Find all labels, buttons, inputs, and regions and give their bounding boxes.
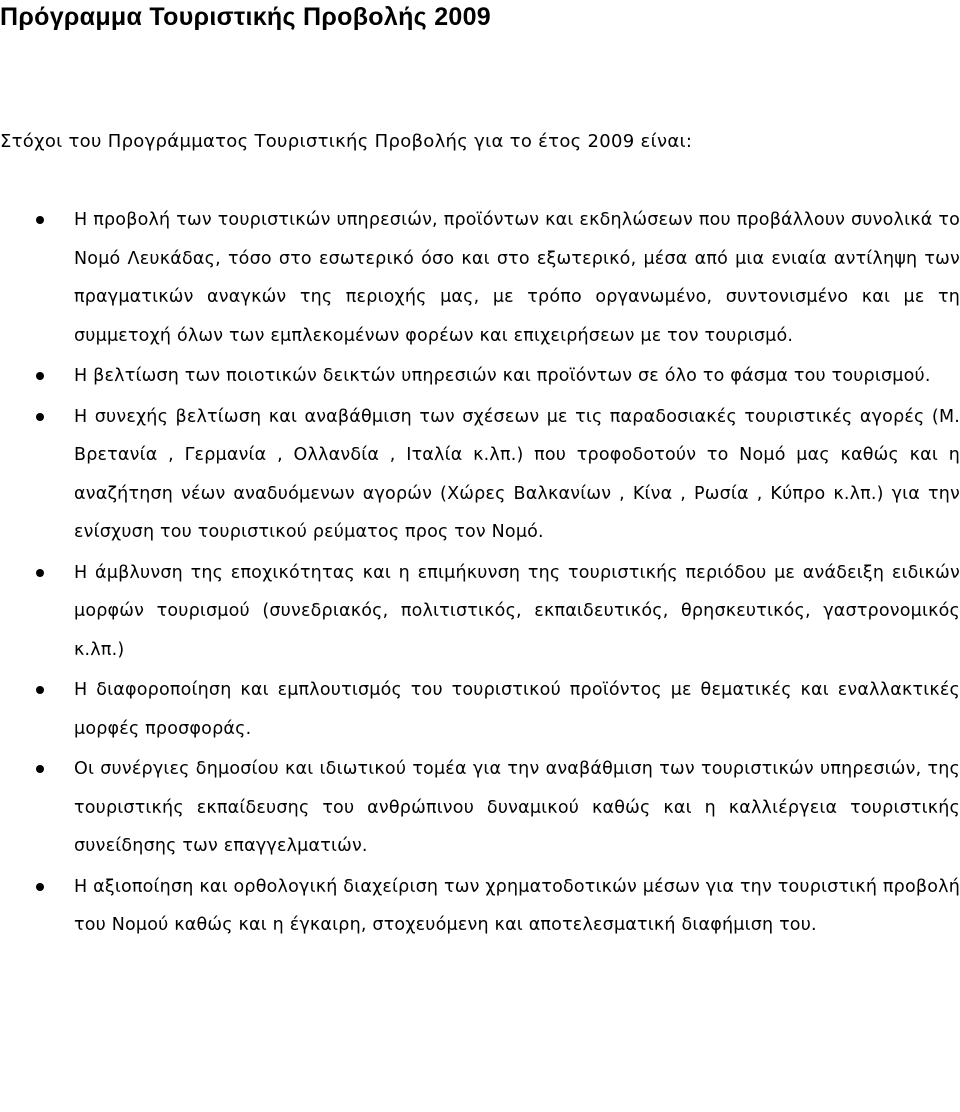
list-item-text: Η προβολή των τουριστικών υπηρεσιών, προϊόντων και εκδηλώσεων που προβάλλουν συνολικά το Νομό Λευκάδας, τόσο στο εσωτερικό όσο και στο εξωτερικό, μέσα από μια ενιαία αντίληψη των πραγματικών αναγκών της περιοχής μας, με τρόπο οργανωμένο, συντονισμένο και με τη συμμετοχή όλων των εμπλεκομένων φορέων και επιχειρήσεων με τον τουρισμό. bbox=[74, 210, 960, 346]
list-item bbox=[0, 868, 960, 945]
list-item-text: Η διαφοροποίηση και εμπλουτισμός του τουριστικού προϊόντος με θεματικές και εναλλακτικές μορφές προσφοράς. bbox=[74, 680, 960, 739]
document-title: Πρόγραμμα Τουριστικής Προβολής 2009 bbox=[0, 3, 492, 31]
bullet-icon bbox=[36, 413, 44, 421]
bullet-icon bbox=[36, 372, 44, 380]
objectives-list bbox=[0, 201, 960, 947]
list-item-text: Η άμβλυνση της εποχικότητας και η επιμήκυνση της τουριστικής περιόδου με ανάδειξη ειδικών μορφών τουρισμού (συνεδριακός, πολιτιστικός, εκπαιδευτικός, θρησκευτικός, γαστρονομικός κ.λπ.) bbox=[74, 562, 960, 660]
list-item-text: Η βελτίωση των ποιοτικών δεικτών υπηρεσιών και προϊόντων σε όλο το φάσμα του τουρισμού. bbox=[74, 366, 931, 386]
list-item-text: Η αξιοποίηση και ορθολογική διαχείριση των χρηματοδοτικών μέσων για την τουριστική προβολή του Νομού καθώς και η έγκαιρη, στοχευόμενη και αποτελεσματική διαφήμιση του. bbox=[74, 876, 960, 935]
intro-text: Στόχοι του Προγράμματος Τουριστικής Προβολής για το έτος 2009 είναι: bbox=[0, 131, 693, 152]
list-item bbox=[0, 750, 960, 866]
list-item bbox=[0, 554, 960, 670]
list-item-text: Η συνεχής βελτίωση και αναβάθμιση των σχέσεων με τις παραδοσιακές τουριστικές αγορές (Μ. Βρετανία , Γερμανία , Ολλανδία , Ιταλία κ.λπ.) που τροφοδοτούν το Νομό μας καθώς και η αναζήτηση νέων αναδυόμενων αγορών (Χώρες Βαλκανίων , Κίνα , Ρωσία , Κύπρο κ.λπ.) για την ενίσχυση του τουριστικού ρεύματος προς τον Νομό. bbox=[74, 406, 960, 542]
list-item-text: Οι συνέργιες δημοσίου και ιδιωτικού τομέα για την αναβάθμιση των τουριστικών υπηρεσιών, της τουριστικής εκπαίδευσης του ανθρώπινου δυναμικού καθώς και η καλλιέργεια τουριστικής συνείδησης των επαγγελματιών. bbox=[74, 759, 960, 856]
bullet-icon bbox=[36, 765, 44, 773]
list-item bbox=[0, 201, 960, 355]
bullet-icon bbox=[36, 686, 44, 694]
list-item bbox=[0, 357, 960, 396]
list-item bbox=[0, 398, 960, 552]
bullet-icon bbox=[36, 883, 44, 891]
bullet-icon bbox=[36, 216, 44, 224]
list-item bbox=[0, 671, 960, 748]
bullet-icon bbox=[36, 569, 44, 577]
